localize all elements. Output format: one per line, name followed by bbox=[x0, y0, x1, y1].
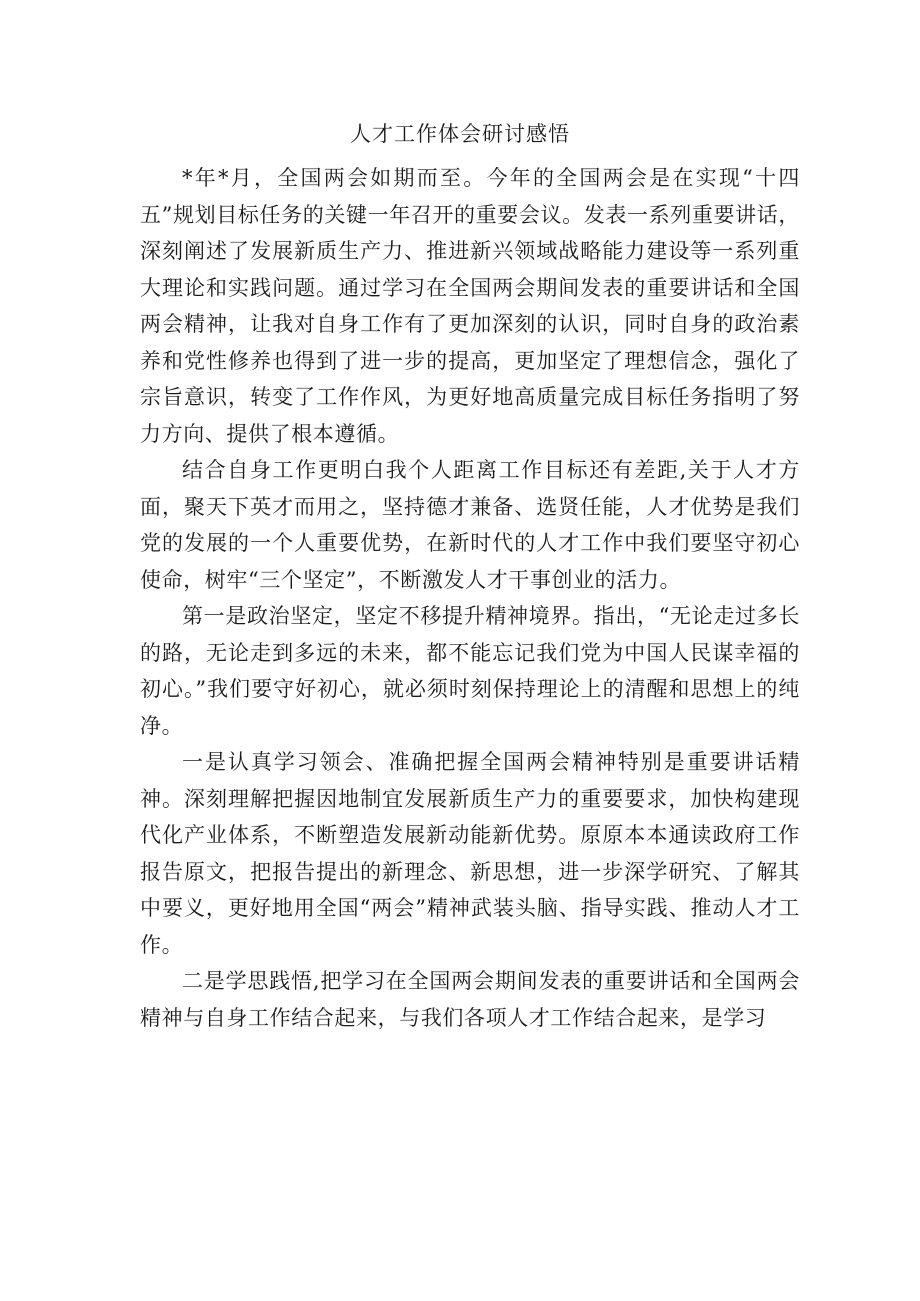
document-title: 人才工作体会研讨感悟 bbox=[350, 122, 570, 146]
paragraph: 结合自身工作更明白我个人距离工作目标还有差距,关于人才方面，聚天下英才而用之，坚持德才兼备、选贤任能，人才优势是我们党的发展的一个人重要优势，在新时代的人才工作中我们要坚守初心使命，树牢“三个坚定”，不断激发人才干事创业的活力。 bbox=[140, 458, 800, 592]
paragraph: 二是学思践悟,把学习在全国两会期间发表的重要讲话和全国两会精神与自身工作结合起来，与我们各项人才工作结合起来，是学习 bbox=[140, 969, 800, 1030]
paragraph: 第一是政治坚定，坚定不移提升精神境界。指出，“无论走过多长的路，无论走到多远的未来，都不能忘记我们党为中国人民谋幸福的初心。”我们要守好初心，就必须时刻保持理论上的清醒和思想上的纯净。 bbox=[140, 604, 800, 738]
paragraph: *年*月，全国两会如期而至。今年的全国两会是在实现“十四五”规划目标任务的关键一年召开的重要会议。发表一系列重要讲话，深刻阐述了发展新质生产力、推进新兴领域战略能力建设等一系列重大理论和实践问题。通过学习在全国两会期间发表的重要讲话和全国两会精神，让我对自身工作有了更加深刻的认识，同时自身的政治素养和党性修养也得到了进一步的提高，更加坚定了理想信念，强化了宗旨意识，转变了工作作风，为更好地高质量完成目标任务指明了努力方向、提供了根本遵循。 bbox=[140, 166, 800, 446]
document-body bbox=[140, 160, 800, 1036]
paragraph: 一是认真学习领会、准确把握全国两会精神特别是重要讲话精神。深刻理解把握因地制宜发展新质生产力的重要要求，加快构建现代化产业体系，不断塑造发展新动能新优势。原原本本通读政府工作报告原文，把报告提出的新理念、新思想，进一步深学研究、了解其中要义，更好地用全国“两会”精神武装头脑、指导实践、推动人才工作。 bbox=[140, 750, 800, 957]
